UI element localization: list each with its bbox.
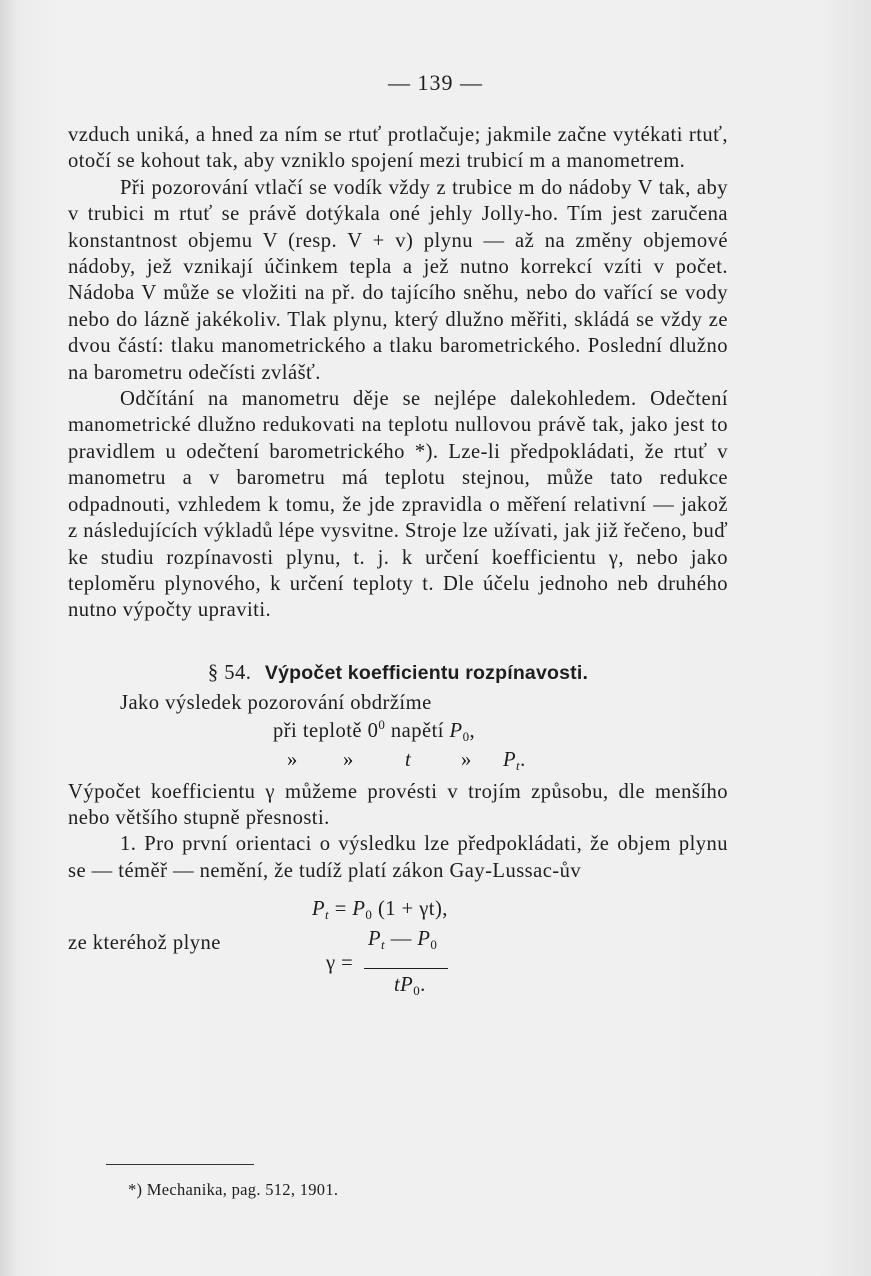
paragraph-2: Při pozorování vtlačí se vodík vždy z trubice m do nádoby V tak, aby v trubici m rtuť se právě dotýkala oné jehly Jolly-ho. Tím jest zaručena konstantnost objemu V (resp. V + v) plynu — až na změny objemové nádoby, jež vznikají účinkem tepla a jež nutno korrekcí vzíti v počet. Nádoba V může se vložiti na př. do tajícího sněhu, nebo do vařící se vody nebo do lázně jakékoliv. Tlak plynu, který dlužno měřiti, skládá se vždy ze dvou částí: tlaku manometrického a tlaku barometrického. Poslední dlužno na barometru odečísti zvlášť. [68, 176, 728, 384]
ditto-mark: » [287, 748, 298, 771]
section-title: Výpočet koefficientu rozpínavosti. [264, 661, 589, 684]
formula-1-expression [312, 896, 448, 922]
num-sub-a: t [381, 937, 386, 953]
formula-2-label: ze kteréhož plyne [68, 932, 221, 955]
den-sub: 0 [413, 983, 421, 999]
page-number: — 139 — [388, 70, 483, 95]
paragraph-3: Odčítání na manometru děje se nejlépe dalekohledem. Odečtení manometrické dlužno redukovati na teplotu nullovou právě tak, jako jest to pravidlem u odečtení barometrického *). Lze-li předpokládati, že rtuť v manometru a v barometru má teplotu stejnou, může tato redukce odpadnouti, vzhledem k tomu, že jde zpravidla o měření relativní — jakož z následujících výkladů lépe vysvitne. Stroje lze užívati, jak již řečeno, buď ke studiu rozpínavosti plynu, t. j. k určení koefficientu γ, nebo jako teploměru plynového, k určení teploty t. Dle účelu jednoho neb druhého nutno výpočty upraviti. [68, 388, 728, 622]
fraction-numerator [368, 926, 437, 952]
obs-var: P [449, 719, 463, 742]
obs-text: při teplotě 0 [273, 719, 379, 742]
num-minus: — [385, 928, 418, 951]
observation-block [273, 717, 728, 775]
footnote: *) Mechanika, pag. 512, 1901. [128, 1180, 339, 1199]
den-end: . [420, 974, 426, 997]
gamma-lhs: γ = [326, 952, 354, 975]
paragraph-first: 1. Pro první orientaci o výsledku lze předpokládati, že objem plynu se — téměř — nemění, že tudíž platí zákon Gay-Lussac-ův [68, 833, 728, 882]
f1-lhs-var: P [312, 898, 326, 921]
fraction-denominator [394, 972, 426, 998]
f1-lhs-sub: t [325, 907, 330, 923]
obs-sub-2: t [516, 757, 521, 773]
obs-var-2: P [503, 748, 517, 771]
body-text [68, 122, 728, 999]
section-heading [68, 660, 728, 686]
num-var-a: P [368, 928, 382, 951]
observation-line-2 [273, 746, 728, 775]
paragraph-calc: Výpočet koefficientu γ můžeme provésti v trojím způsobu, dle menšího nebo většího stupně přesnosti. [68, 780, 728, 829]
fraction-bar [364, 968, 448, 969]
den-var: tP [394, 974, 414, 997]
formula-gamma [68, 926, 728, 999]
obs-end: , [469, 719, 476, 742]
obs-sub: 0 [462, 728, 470, 744]
ditto-mark: » [343, 748, 354, 771]
f1-eq: = [329, 898, 353, 921]
observation-line-1 [273, 717, 728, 746]
obs-degree: 0 [378, 716, 386, 732]
obs-end-2: . [520, 748, 526, 771]
paragraph-1: vzduch uniká, a hned za ním se rtuť protlačuje; jakmile začne vytékati rtuť, otočí se kohout tak, aby vzniklo spojení mezi trubicí m a manometrem. [68, 124, 728, 173]
footnote-rule [106, 1164, 254, 1165]
f1-rhs-sub: 0 [365, 907, 373, 923]
ditto-mark: » [461, 748, 472, 771]
intro-line: Jako výsledek pozorování obdržíme [120, 692, 432, 715]
obs-mid: napětí [385, 719, 450, 742]
formula-gay-lussac [68, 884, 728, 926]
f1-rhs-var: P [352, 898, 366, 921]
section-symbol: § 54. [207, 661, 252, 684]
obs-t: t [405, 748, 412, 771]
num-sub-b: 0 [430, 937, 438, 953]
f1-rest: (1 + γt), [372, 898, 448, 921]
num-var-b: P [417, 928, 431, 951]
